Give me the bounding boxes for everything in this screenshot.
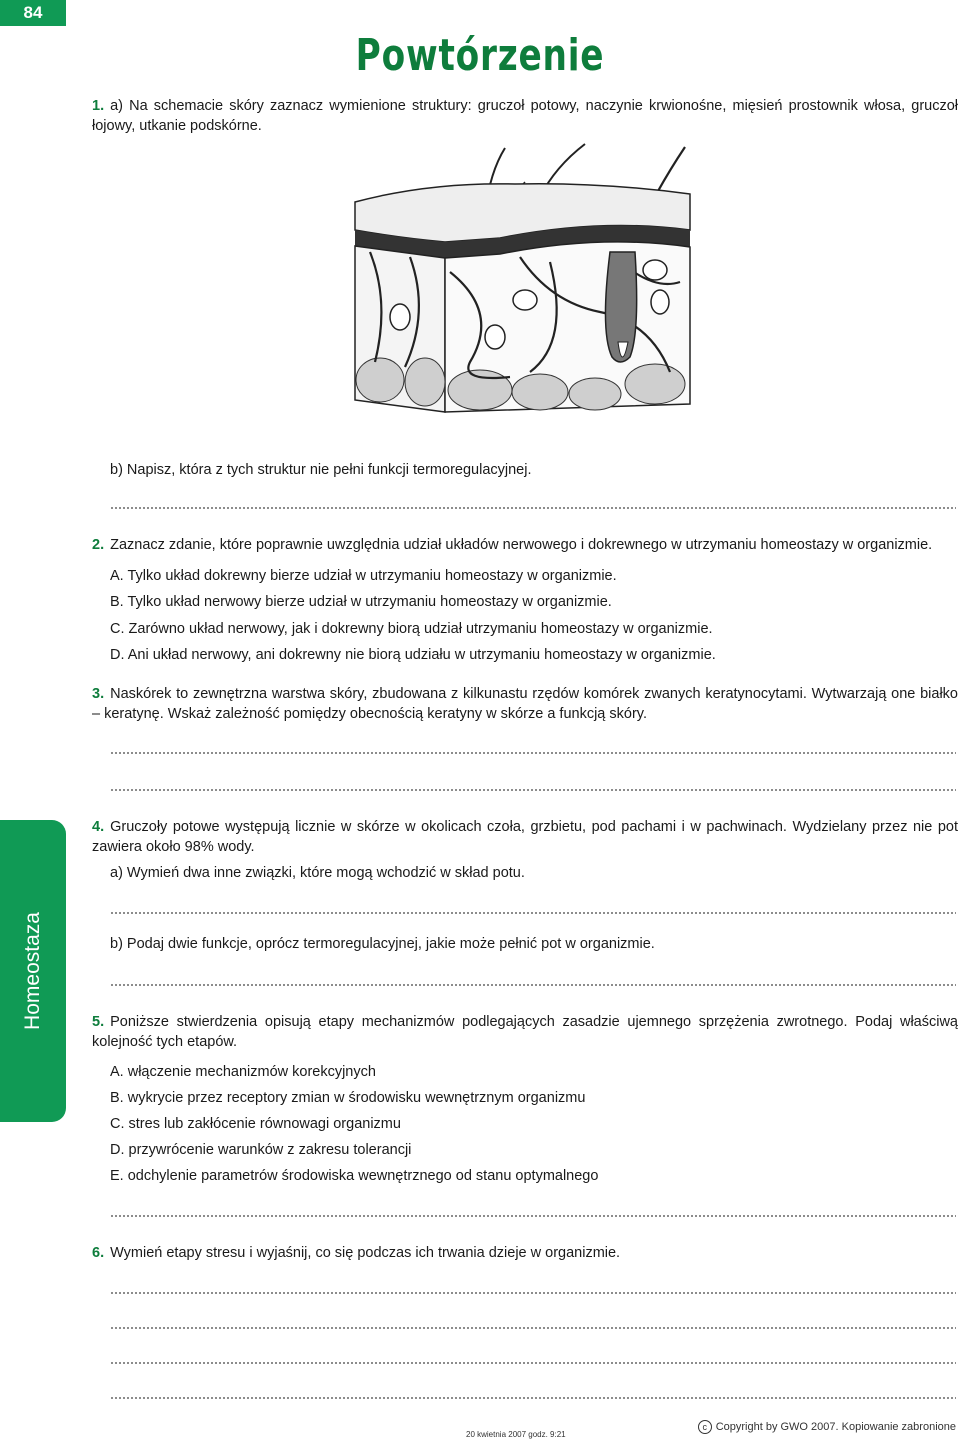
stage-a: A. włączenie mechanizmów korekcyjnych xyxy=(110,1064,376,1080)
question-1b: b) Napisz, która z tych struktur nie pełni funkcji termoregulacyjnej. xyxy=(110,462,532,478)
question-text: Wymień etapy stresu i wyjaśnij, co się podczas ich trwania dzieje w organizmie. xyxy=(110,1245,621,1261)
question-text: a) Na schemacie skóry zaznacz wymienione struktury: gruczoł potowy, naczynie krwionośne, mięsień prostownik włosa, gruczoł łojowy, utkanie podskórne. xyxy=(92,98,958,134)
question-number: 3. xyxy=(92,686,105,702)
question-2 xyxy=(92,535,932,555)
question-text: Zaznacz zdanie, które poprawnie uwzględnia udział układów nerwowego i dokrewnego w utrzymaniu homeostazy w organizmie. xyxy=(110,537,933,553)
question-text: Poniższe stwierdzenia opisują etapy mechanizmów podlegających zasadzie ujemnego sprzężenia zwrotnego. Podaj właściwą kolejność tych etapów. xyxy=(92,1014,958,1050)
answer-option-c[interactable]: C. Zarówno układ nerwowy, jak i dokrewny biorą udział utrzymaniu homeostazy w organizmie. xyxy=(110,621,713,637)
question-number: 6. xyxy=(92,1245,105,1261)
question-5 xyxy=(92,1012,958,1052)
answer-option-b[interactable]: B. Tylko układ nerwowy bierze udział w utrzymaniu homeostazy w organizmie. xyxy=(110,594,612,610)
question-6 xyxy=(92,1243,620,1263)
answer-line[interactable] xyxy=(110,912,956,914)
question-4 xyxy=(92,817,958,857)
stage-e: E. odchylenie parametrów środowiska wewnętrznego od stanu optymalnego xyxy=(110,1168,599,1184)
stage-c: C. stres lub zakłócenie równowagi organizmu xyxy=(110,1116,401,1132)
question-number: 1. xyxy=(92,98,105,114)
section-tab xyxy=(0,820,66,1122)
answer-option-d[interactable]: D. Ani układ nerwowy, ani dokrewny nie biorą udziału w utrzymaniu homeostazy w organizmie. xyxy=(110,647,716,663)
answer-line[interactable] xyxy=(110,1327,956,1329)
answer-option-a[interactable]: A. Tylko układ dokrewny bierze udział w utrzymaniu homeostazy w organizmie. xyxy=(110,568,617,584)
section-tab-label: Homeostaza xyxy=(21,912,44,1030)
copyright xyxy=(698,1420,956,1434)
stage-d: D. przywrócenie warunków z zakresu tolerancji xyxy=(110,1142,412,1158)
answer-line[interactable] xyxy=(110,1292,956,1294)
question-4b: b) Podaj dwie funkcje, oprócz termoregulacyjnej, jakie może pełnić pot w organizmie. xyxy=(110,936,655,952)
answer-line[interactable] xyxy=(110,1362,956,1364)
question-number: 4. xyxy=(92,819,105,835)
stage-b: B. wykrycie przez receptory zmian w środowisku wewnętrznym organizmu xyxy=(110,1090,586,1106)
question-text: Gruczoły potowe występują licznie w skórze w okolicach czoła, grzbietu, pod pachami i w pachwinach. Wydzielany przez nie pot zawiera około 98% wody. xyxy=(92,819,958,855)
question-text: Naskórek to zewnętrzna warstwa skóry, zbudowana z kilkunastu rzędów komórek zwanych keratynocytami. Wytwarzają one białko – keratynę. Wskaż zależność pomiędzy obecnością keratyny w skórze a funkcją skóry. xyxy=(92,686,958,722)
question-1 xyxy=(92,96,958,136)
question-number: 5. xyxy=(92,1014,105,1030)
answer-line[interactable] xyxy=(110,789,956,791)
copyright-text: Copyright by GWO 2007. Kopiowanie zabronione xyxy=(715,1421,956,1433)
answer-line[interactable] xyxy=(110,752,956,754)
copyright-icon: c xyxy=(698,1420,712,1434)
question-3 xyxy=(92,684,958,724)
print-date: 20 kwietnia 2007 godz. 9:21 xyxy=(466,1430,566,1439)
page-number: 84 xyxy=(0,0,66,26)
skin-diagram xyxy=(350,142,695,417)
question-4a: a) Wymień dwa inne związki, które mogą wchodzić w skład potu. xyxy=(110,865,525,881)
answer-line[interactable] xyxy=(110,507,956,509)
question-number: 2. xyxy=(92,537,105,553)
answer-line[interactable] xyxy=(110,984,956,986)
page-title: Powtórzenie xyxy=(355,30,605,81)
answer-line[interactable] xyxy=(110,1215,956,1217)
answer-line[interactable] xyxy=(110,1397,956,1399)
